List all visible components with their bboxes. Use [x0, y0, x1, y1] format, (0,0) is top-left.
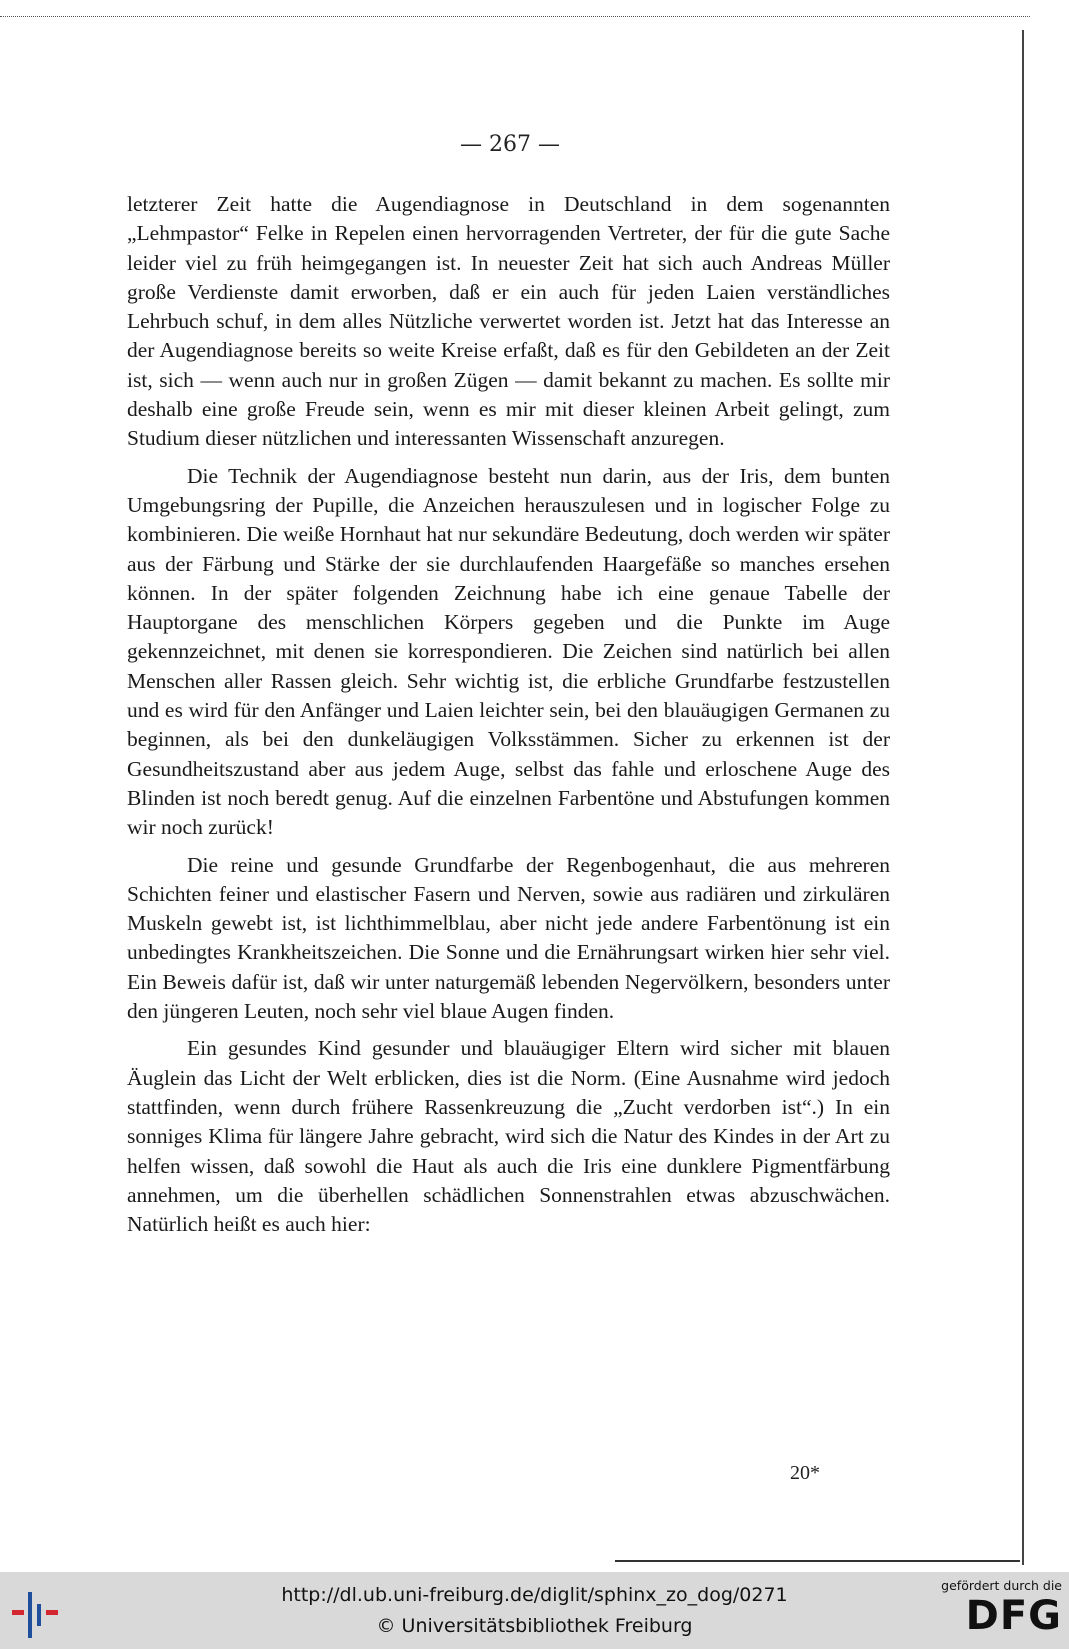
paragraph-3: Die reine und gesunde Grundfarbe der Regenbogenhaut, die aus mehreren Schichten feiner und elastischer Fasern und Nerven, sowie aus radiären und zirkulären Muskeln gewebt ist, ist lichthimmelblau, aber nicht jede andere Farbentönung ist ein unbedingtes Krankheitszeichen. Die Sonne und die Ernährungsart wirken hier sehr viel. Ein Beweis dafür ist, daß wir unter naturgemäß lebenden Negervölkern, besonders unter den jüngeren Leuten, noch sehr viel blaue Augen finden.	[127, 852, 890, 1024]
page-bottom-edge	[615, 1560, 1020, 1562]
paragraph-4: Ein gesundes Kind gesunder und blauäugiger Eltern wird sicher mit blauen Äuglein das Licht der Welt erblicken, dies ist die Norm. (Eine Ausnahme wird jedoch stattfinden, wenn durch frühere Rassenkreuzung die „Zucht verdorben ist“.) In ein sonniges Klima für längere Jahre gebracht, wird sich die Natur des Kindes in der Art zu helfen wissen, daß sowohl die Haut als auch die Iris eine dunklere Pigmentfärbung annehmen, um die überhellen schädlichen Sonnenstrahlen etwas abzuschwächen. Natürlich heißt es auch hier:	[127, 1036, 890, 1237]
printer-signature: 20*	[790, 1462, 820, 1484]
page-right-edge	[1018, 30, 1024, 1565]
page-body-text	[127, 190, 890, 1247]
page-top-edge	[0, 16, 1030, 19]
paragraph-2: Die Technik der Augendiagnose besteht nun darin, aus der Iris, dem bunten Umgebungsring der Pupille, die Anzeichen herauszulesen und in logischer Folge zu kombinieren. Die weiße Hornhaut hat nur sekundäre Bedeutung, doch werden wir später aus der Färbung und Stärke der sie durchlaufenden Haargefäße so manches ersehen können. In der später folgenden Zeichnung habe ich eine genaue Tabelle der Hauptorgane des menschlichen Körpers gegeben und die Punkte im Auge gekennzeichnet, mit denen sie korrespondieren. Die Zeichen sind natürlich bei allen Menschen aller Rassen gleich. Sehr wichtig ist, die erbliche Grundfarbe festzustellen und es wird für den Anfänger und Laien leichter sein, bei den blauäugigen Germanen zu beginnen, als bei den dunkeläugigen Volksstämmen. Sicher zu erkennen ist der Gesundheitszustand aber aus jedem Auge, selbst das fahle und erloschene Auge des Blinden ist noch beredt genug. Auf die einzelnen Farbentöne und Abstufungen kommen wir noch zurück!	[127, 463, 890, 840]
dfg-logo	[940, 1578, 1062, 1644]
copyright-notice: © Universitätsbibliothek Freiburg	[376, 1615, 693, 1637]
viewer-footer	[0, 1572, 1069, 1649]
dfg-caption: gefördert durch die	[941, 1578, 1062, 1593]
paragraph-1: letzterer Zeit hatte die Augendiagnose in Deutschland in dem sogenannten „Lehmpastor“ Felke in Repelen einen hervorragenden Vertreter, der für die gute Sache leider viel zu früh heimgegangen ist. In neuester Zeit hat sich auch Andreas Müller große Verdienste damit erworben, daß er ein auch für jeden Laien verständliches Lehrbuch schuf, in dem alles Nützliche verwertet worden ist. Jetzt hat das Interesse an der Augendiagnose bereits so weite Kreise erfaßt, daß es für den Gebildeten an der Zeit ist, sich — wenn auch nur in großen Zügen — damit bekannt zu machen. Es sollte mir deshalb eine große Freude sein, wenn es mir mit dieser kleinen Arbeit gelingt, zum Studium dieser nützlichen und interessanten Wissenschaft anzuregen.	[127, 192, 890, 451]
permalink-url[interactable]: http://dl.ub.uni-freiburg.de/diglit/sphinx_zo_dog/0271	[281, 1584, 788, 1606]
page-number: — 267 —	[460, 132, 560, 157]
dfg-logo-text: DFG	[965, 1593, 1062, 1639]
